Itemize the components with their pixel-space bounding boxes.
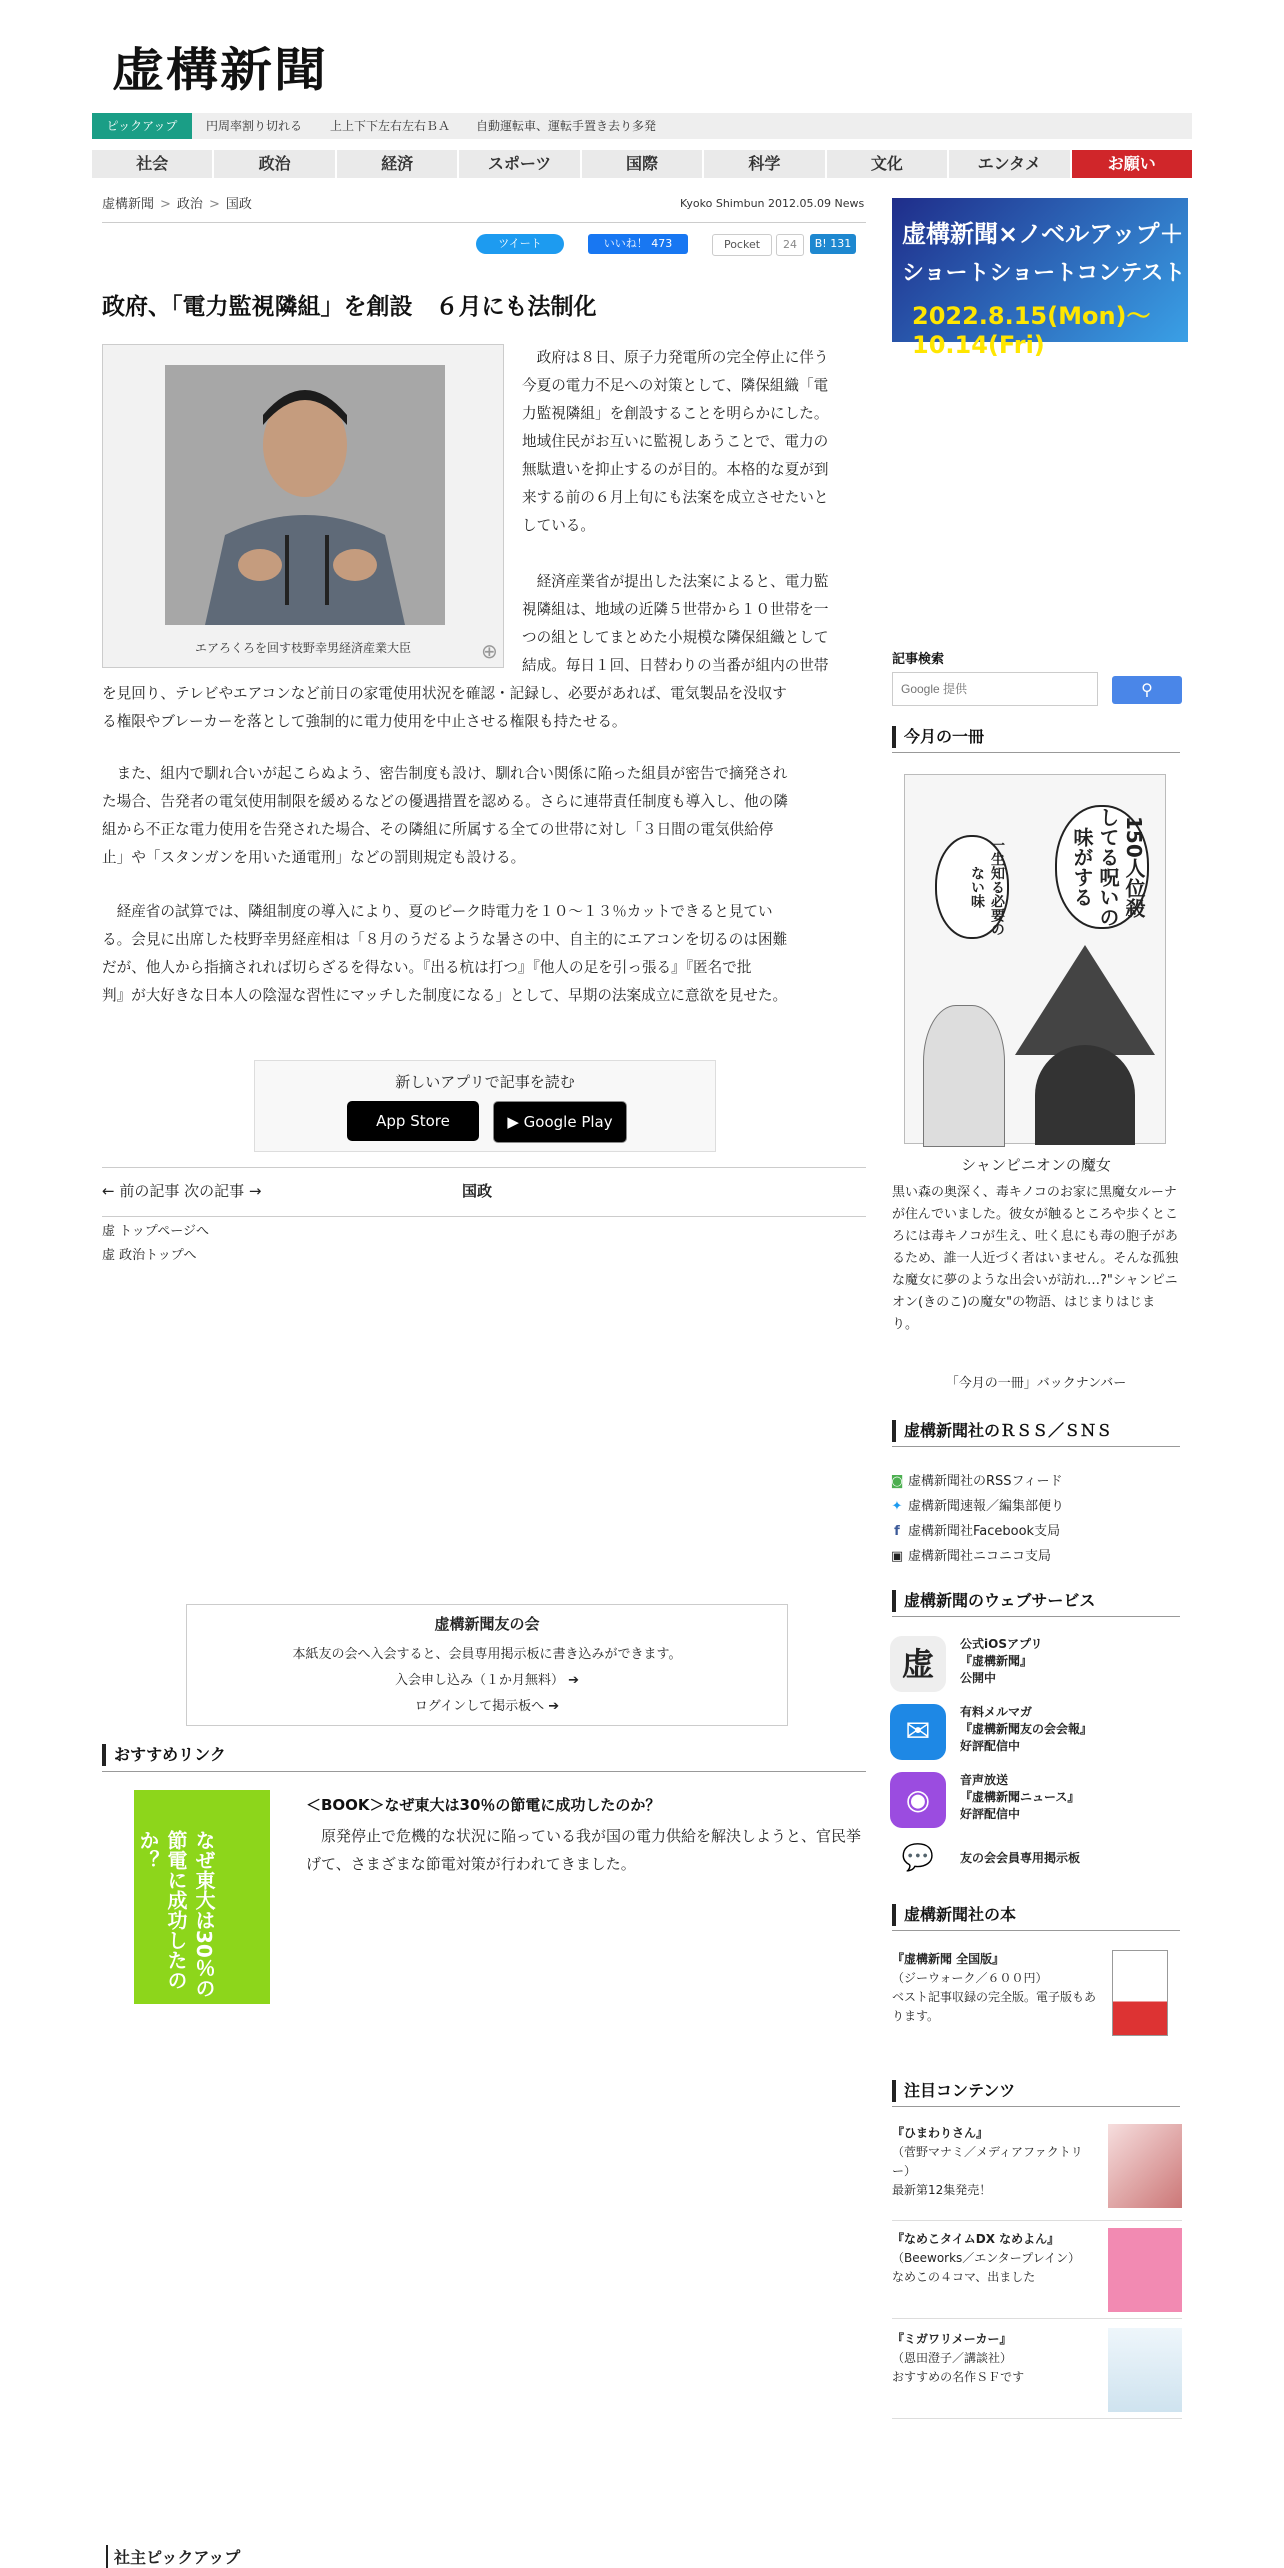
chat-icon[interactable]: 💬: [901, 1843, 935, 1873]
section-heading: 社主ピックアップ: [106, 2545, 240, 2568]
text-line: 経済産業省が提出した法案によると、電力監: [522, 573, 829, 590]
photo-caption: エアろくろを回す枝野幸男経済産業大臣: [194, 641, 411, 655]
politics-top-link[interactable]: 虚 政治トップへ: [102, 1248, 197, 1263]
service-text[interactable]: 音声放送 『虚構新聞ニュース』 好評配信中: [960, 1773, 1080, 1821]
nav-item-society[interactable]: 社会: [92, 150, 214, 178]
text-line: 判』が大好きな日本人の陰湿な習性にマッチした制度になる」として、早期の法案成立に意欲を見せた。: [102, 987, 788, 1004]
google-play-button[interactable]: ▶ Google Play: [493, 1101, 627, 1143]
article-paragraph-1: [522, 344, 828, 540]
text-line: 今夏の電力不足への対策として、隣保組織「電: [522, 377, 829, 394]
link-text: 虚構新聞社Facebook支局: [908, 1524, 1061, 1539]
book-cover-image[interactable]: [134, 1790, 270, 2004]
text-line: 視隣組は、地域の近隣５世帯から１０世帯を一: [522, 601, 829, 618]
nav-item-sports[interactable]: スポーツ: [459, 150, 581, 178]
nav-item-politics[interactable]: 政治: [214, 150, 336, 178]
banner-line: 2022.8.15(Mon)〜10.14(Fri): [912, 302, 1151, 359]
pager-category: 国政: [462, 1182, 493, 1200]
sidebar-heading: [892, 1590, 1180, 1617]
category-nav: [92, 150, 1192, 178]
facebook-icon: f: [894, 1524, 900, 1539]
article-headline: 政府、「電力監視隣組」を創設 ６月にも法制化: [102, 294, 597, 320]
recommended-link-desc: 原発停止で危機的な状況に陥っている我が国の電力供給を解決しようと、官民挙げて、さまざまな節電対策が行われてきました。: [306, 1827, 862, 1873]
top-page-link[interactable]: 虚 トップページへ: [102, 1224, 209, 1239]
witch-hat-shape: [1015, 945, 1155, 1055]
book-cover-title: なぜ東大は30％の節電に成功したのか？: [136, 1830, 216, 1998]
app-promo-title: 新しいアプリで記事を読む: [395, 1073, 575, 1091]
recommended-link-title[interactable]: ＜BOOK＞なぜ東大は30％の節電に成功したのか？: [306, 1796, 661, 1814]
manga-cover-image[interactable]: [904, 774, 1166, 1144]
text-line: た場合、告発者の電気使用制限を緩めるなどの優遇措置を認める。さらに連帯責任制度も導入し、他の隣: [102, 793, 788, 810]
article-paragraph-2: [522, 568, 828, 680]
search-label: 記事検索: [892, 652, 945, 667]
pocket-count: 24: [776, 234, 804, 256]
sidebar-heading: [892, 1904, 1180, 1931]
ios-app-icon[interactable]: 虚: [890, 1636, 946, 1692]
entry-title: 『ミガワリメーカー』: [892, 2332, 1012, 2346]
nav-item-science[interactable]: 科学: [704, 150, 826, 178]
manga-desc: 黒い森の奥深く、毒キノコのお家に黒魔女ルーナが住んでいました。彼女が触るところや歩くところには毒キノコが生え、吐く息にも毒の胞子があるため、誰一人近づく者はいません。そんな孤独な魔女に夢のような出会いが訪れ…?"シャンピニオン(きのこ)の魔女"の物語、はじまりはじまり。: [892, 1185, 1179, 1332]
search-input[interactable]: [892, 672, 1098, 706]
text-line: 地域住民がお互いに監視しあうことで、電力の: [522, 433, 829, 450]
backnumber-link[interactable]: 「今月の一冊」バックナンバー: [945, 1376, 1127, 1391]
service-text[interactable]: 有料メルマガ 『虚構新聞友の会会報』 好評配信中: [960, 1705, 1093, 1753]
zoom-icon[interactable]: ⊕: [481, 639, 498, 663]
heading-text: 今月の一冊: [892, 726, 984, 748]
login-link[interactable]: ログインして掲示板へ ➔: [414, 1699, 560, 1714]
sidebar-heading: [892, 2080, 1180, 2107]
friends-club-title: 虚構新聞友の会: [434, 1615, 540, 1633]
hatena-bookmark-button[interactable]: B! 131: [810, 234, 856, 254]
entry-desc: 最新第12集発売！: [892, 2183, 992, 2197]
article-paragraph-4: [102, 898, 787, 1010]
entry-title: 『なめこタイムDX なめよん』: [892, 2232, 1060, 2246]
pickup-label: ピックアップ: [92, 113, 192, 139]
book-pub: （ジーウォーク／６００円）: [892, 1971, 1048, 1985]
text-line: 来する前の６月上旬にも法案を成立させたいと: [522, 489, 829, 506]
banner-line: 虚構新聞×ノベルアップ＋: [902, 220, 1184, 248]
breadcrumb-politics[interactable]: 政治: [176, 197, 203, 212]
pickup-link[interactable]: 上上下下左右左右ＢＡ: [330, 119, 451, 133]
entry-desc: おすすめの名作ＳＦです: [892, 2370, 1025, 2384]
heading-text: 虚構新聞のウェブサービス: [892, 1590, 1095, 1612]
twitter-link[interactable]: [890, 1495, 1064, 1514]
text-line: 結成。毎日１回、日替わりの当番が組内の世帯: [522, 657, 829, 674]
prev-article-link[interactable]: ← 前の記事: [102, 1182, 180, 1200]
pocket-button[interactable]: Pocket: [712, 234, 772, 256]
migawari-cover-image[interactable]: [1108, 2328, 1182, 2412]
book-cover-image[interactable]: [1112, 1950, 1168, 2036]
nameko-cover-image[interactable]: [1108, 2228, 1182, 2312]
breadcrumb: [102, 193, 252, 212]
niconico-link[interactable]: [890, 1545, 1051, 1564]
nav-item-economy[interactable]: 経済: [337, 150, 459, 178]
entry-pub: （菅野マナミ／メディアファクトリー）: [892, 2145, 1083, 2178]
text-line: また、組内で馴れ合いが起こらぬよう、密告制度も設け、馴れ合い関係に陥った組員が密告で摘発され: [102, 765, 788, 782]
book-title: 『虚構新聞 全国版』: [892, 1952, 1005, 1966]
manga-bubble: 150人位殺してる呪いの味がする: [1055, 805, 1149, 929]
divider: [102, 222, 866, 223]
join-link[interactable]: 入会申し込み（１か月無料） ➔: [394, 1673, 580, 1688]
nav-item-request[interactable]: お願い: [1072, 150, 1192, 178]
character-shape: [923, 1005, 1005, 1147]
text-line: 政府は８日、原子力発電所の完全停止に伴う: [522, 349, 829, 366]
sidebar-heading: [892, 726, 1180, 753]
pickup-link[interactable]: 自動運転車、運転手置き去り多発: [476, 119, 657, 133]
article-paragraph-3: [102, 760, 788, 872]
search-button[interactable]: [1112, 676, 1182, 704]
heading-text: 注目コンテンツ: [892, 2080, 1015, 2102]
niconico-icon: ▣: [890, 1549, 904, 1564]
text-line: る権限やブレーカーを落として強制的に電力使用を中止させる権限も持たせる。: [102, 713, 627, 730]
photo-box: [102, 344, 504, 668]
rss-icon: ◙: [890, 1474, 904, 1489]
text-line: る。会見に出席した枝野幸男経産相は「８月のうだるような暑さの中、自主的にエアコンを切るのは困難: [102, 931, 788, 948]
article-photo[interactable]: [165, 365, 445, 625]
facebook-like-button[interactable]: いいね！ 473: [588, 234, 688, 254]
divider: [892, 2220, 1182, 2221]
pickup-link[interactable]: 円周率割り切れる: [206, 119, 303, 133]
manga-title[interactable]: シャンピニオンの魔女: [961, 1156, 1111, 1174]
divider: [892, 2418, 1182, 2419]
himawari-cover-image[interactable]: [1108, 2124, 1182, 2208]
twitter-icon: ✦: [891, 1499, 903, 1514]
link-text: 虚構新聞社ニコニコ支局: [908, 1549, 1052, 1564]
text-line: 無駄遣いを抑止するのが目的。本格的な夏が到: [522, 461, 829, 478]
text-line: を見回り、テレビやエアコンなど前日の家電使用状況を確認・記録し、必要があれば、電気製品を没収す: [102, 685, 787, 702]
text-line: 止」や「スタンガンを用いた通電刑」などの罰則規定も設ける。: [102, 849, 526, 866]
text-line: つの組としてまとめた小規模な隣保組織として: [522, 629, 829, 646]
divider: [892, 2318, 1182, 2319]
text-line: 力監視隣組」を創設することを明らかにした。: [522, 405, 829, 422]
rss-link[interactable]: [890, 1470, 1063, 1489]
podcast-icon[interactable]: ◉: [890, 1772, 946, 1828]
dateline: Kyoko Shimbun 2012.05.09 News: [680, 197, 865, 210]
text-line: 組から不正な電力使用を告発された場合、その隣組に所属する全ての世帯に対し「３日間の電気供給停: [102, 821, 774, 838]
article-paragraph-2-cont: [102, 680, 787, 736]
search-icon: ⚲: [1141, 680, 1153, 699]
friends-club-desc: 本紙友の会へ入会すると、会員専用掲示板に書き込みができます。: [292, 1647, 682, 1662]
link-text: 虚構新聞社のRSSフィード: [908, 1474, 1063, 1489]
character-shape: [1035, 1045, 1135, 1145]
banner-line: ショートショートコンテスト: [902, 261, 1186, 286]
divider: [102, 1771, 866, 1772]
mail-icon[interactable]: ✉: [890, 1704, 946, 1760]
heading-text: 虚構新聞社のＲＳＳ／ＳＮＳ: [892, 1420, 1112, 1442]
entry-pub: （恩田澄子／講談社）: [892, 2351, 1013, 2365]
tweet-button[interactable]: ツイート: [476, 234, 564, 254]
service-text[interactable]: 公式iOSアプリ 『虚構新聞』 公開中: [960, 1637, 1043, 1685]
article-pager: [102, 1180, 866, 1201]
breadcrumb-separator: >: [208, 197, 220, 212]
entry-title: 『ひまわりさん』: [892, 2126, 989, 2140]
app-promo-box: [254, 1060, 716, 1152]
pickup-bar: [92, 113, 1192, 139]
contest-banner[interactable]: [892, 198, 1188, 359]
breadcrumb-separator: >: [160, 197, 171, 212]
next-article-link[interactable]: 次の記事 →: [184, 1182, 262, 1200]
photo-illustration: [165, 365, 445, 625]
text-line: 経産省の試算では、隣組制度の導入により、夏のピーク時電力を１０～１３％カットできると見てい: [102, 903, 773, 920]
entry-desc: なめこの４コマ、出ました: [892, 2270, 1036, 2284]
link-text: 虚構新聞速報／編集部便り: [908, 1499, 1065, 1514]
friends-club-box: [186, 1604, 788, 1726]
book-desc: ベスト記事収録の完全版。電子版もあります。: [892, 1990, 1097, 2023]
breadcrumb-home[interactable]: 虚構新聞: [102, 197, 155, 212]
manga-bubble: 一生知る必要のない味: [935, 835, 1009, 939]
sidebar-heading: [892, 1420, 1180, 1447]
app-store-button[interactable]: App Store: [347, 1101, 479, 1141]
divider: [102, 1167, 866, 1168]
text-line: している。: [522, 517, 595, 534]
section-heading: おすすめリンク: [102, 1744, 226, 1766]
heading-text: 虚構新聞社の本: [892, 1904, 1016, 1926]
divider: [102, 1216, 866, 1217]
nav-item-international[interactable]: 国際: [582, 150, 704, 178]
entry-pub: （Beeworks／エンタープレイン）: [892, 2251, 1081, 2265]
service-text[interactable]: 友の会会員専用掲示板: [960, 1851, 1081, 1865]
breadcrumb-national[interactable]: 国政: [225, 197, 252, 212]
nav-item-culture[interactable]: 文化: [827, 150, 949, 178]
site-logo[interactable]: 虚構新聞: [112, 42, 329, 98]
text-line: だが、他人から指摘されれば切らざるを得ない。『出る杭は打つ』『他人の足を引っ張る』『匿名で批: [102, 959, 752, 976]
nav-item-entertainment[interactable]: エンタメ: [949, 150, 1071, 178]
facebook-link[interactable]: [890, 1520, 1060, 1539]
